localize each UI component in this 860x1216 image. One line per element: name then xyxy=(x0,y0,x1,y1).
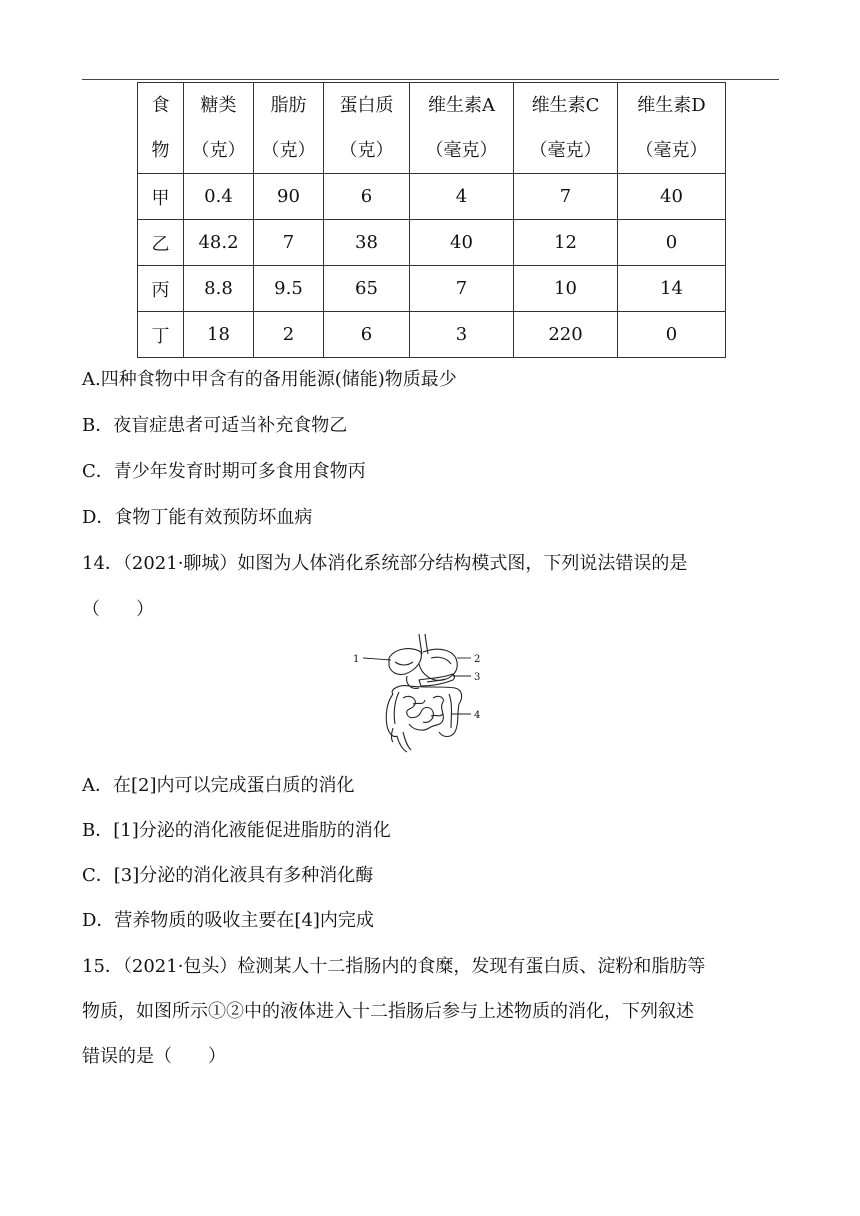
diagram-label-1: 1 xyxy=(353,654,360,665)
table-cell: 220 xyxy=(514,312,618,358)
table-cell: 65 xyxy=(324,266,410,312)
q14-stem-line2: （ ） xyxy=(82,599,154,620)
table-cell: 10 xyxy=(514,266,618,312)
table-cell: 48.2 xyxy=(184,220,254,266)
table-cell: 3 xyxy=(410,312,514,358)
q15-stem-line2: 物质，如图所示①②中的液体进入十二指肠后参与上述物质的消化，下列叙述 xyxy=(82,1001,694,1022)
table-cell: 6 xyxy=(324,312,410,358)
header-cell-fat: 脂肪 （克） xyxy=(254,83,324,174)
q14-option-a: A．在[2]内可以完成蛋白质的消化 xyxy=(82,775,355,796)
table-cell: 18 xyxy=(184,312,254,358)
header-cell-vitamin-c: 维生素C （毫克） xyxy=(514,83,618,174)
table-cell: 7 xyxy=(410,266,514,312)
q14-option-c: C．[3]分泌的消化液具有多种消化酶 xyxy=(82,865,374,886)
table-cell: 甲 xyxy=(138,174,184,220)
table-cell: 90 xyxy=(254,174,324,220)
diagram-label-3: 3 xyxy=(474,672,481,683)
table-cell: 0 xyxy=(618,312,726,358)
q13-option-d: D．食物丁能有效预防坏血病 xyxy=(82,507,313,528)
q14-stem-line1: 14．（2021·聊城）如图为人体消化系统部分结构模式图，下列说法错误的是 xyxy=(82,553,688,574)
table-cell: 6 xyxy=(324,174,410,220)
table-row xyxy=(138,220,726,266)
header-cell-food: 食 物 xyxy=(138,83,184,174)
table-header-row xyxy=(138,83,726,174)
table-cell: 0 xyxy=(618,220,726,266)
table-row xyxy=(138,266,726,312)
table-cell: 7 xyxy=(514,174,618,220)
table-cell: 丁 xyxy=(138,312,184,358)
table-cell: 14 xyxy=(618,266,726,312)
table-cell: 9.5 xyxy=(254,266,324,312)
q15-stem-line1: 15．（2021·包头）检测某人十二指肠内的食糜，发现有蛋白质、淀粉和脂肪等 xyxy=(82,956,706,977)
table-cell: 12 xyxy=(514,220,618,266)
q13-option-c: C．青少年发育时期可多食用食物丙 xyxy=(82,461,366,482)
table-cell: 4 xyxy=(410,174,514,220)
table-cell: 0.4 xyxy=(184,174,254,220)
q13-option-b: B．夜盲症患者可适当补充食物乙 xyxy=(82,415,348,436)
digestive-system-diagram xyxy=(347,628,487,756)
nutrition-table xyxy=(137,82,726,358)
diagram-label-2: 2 xyxy=(474,654,481,665)
table-cell: 丙 xyxy=(138,266,184,312)
top-rule xyxy=(82,79,779,80)
q14-option-b: B．[1]分泌的消化液能促进脂肪的消化 xyxy=(82,820,391,841)
table-row xyxy=(138,174,726,220)
header-cell-protein: 蛋白质 （克） xyxy=(324,83,410,174)
table-cell: 乙 xyxy=(138,220,184,266)
header-cell-vitamin-d: 维生素D （毫克） xyxy=(618,83,726,174)
q15-stem-line3: 错误的是（ ） xyxy=(82,1046,226,1067)
table-cell: 40 xyxy=(410,220,514,266)
table-cell: 8.8 xyxy=(184,266,254,312)
table-cell: 7 xyxy=(254,220,324,266)
table-row xyxy=(138,312,726,358)
q14-option-d: D．营养物质的吸收主要在[4]内完成 xyxy=(82,910,374,931)
diagram-label-4: 4 xyxy=(474,710,481,721)
table-cell: 2 xyxy=(254,312,324,358)
q13-option-a: A.四种食物中甲含有的备用能源(储能)物质最少 xyxy=(82,369,457,390)
table-cell: 40 xyxy=(618,174,726,220)
table-cell: 38 xyxy=(324,220,410,266)
header-cell-vitamin-a: 维生素A （毫克） xyxy=(410,83,514,174)
header-cell-sugar: 糖类 （克） xyxy=(184,83,254,174)
